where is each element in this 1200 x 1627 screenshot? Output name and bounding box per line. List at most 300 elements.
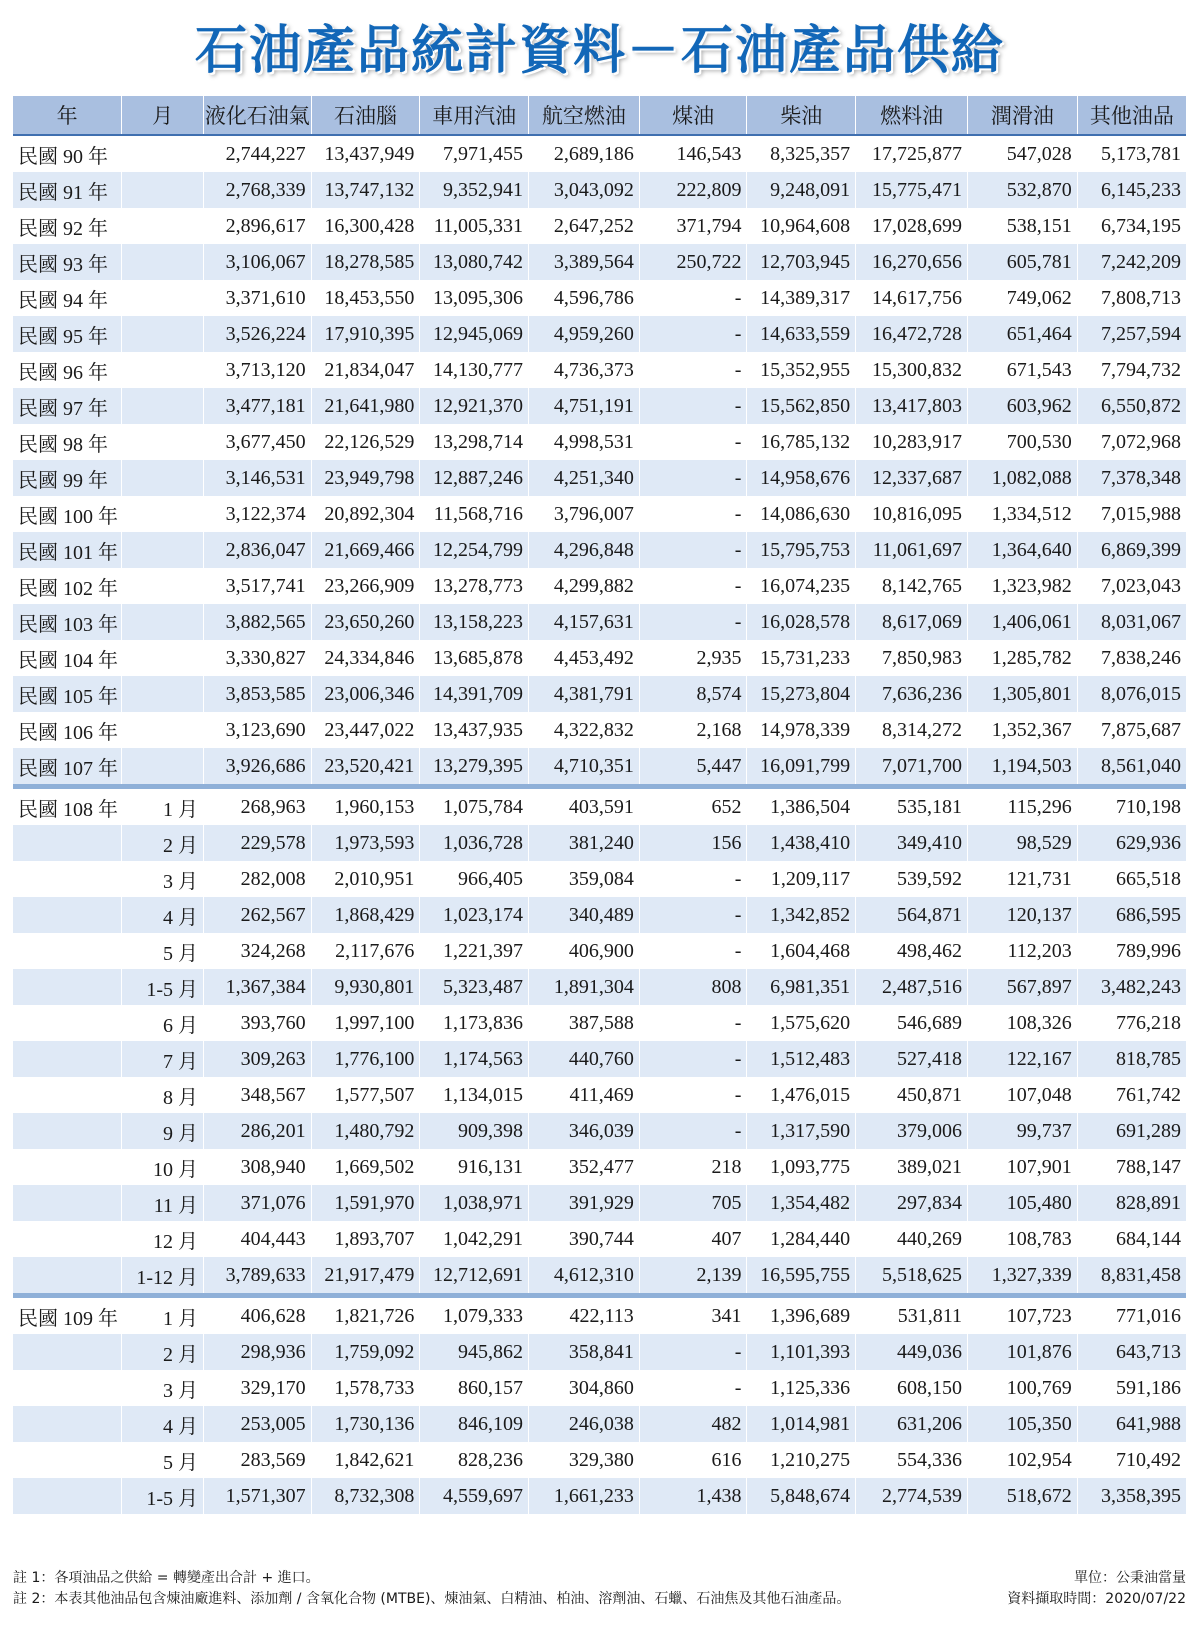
year-cell: [13, 933, 122, 969]
value-cell: 1,577,507: [311, 1077, 420, 1113]
value-cell: 1,042,291: [420, 1221, 529, 1257]
month-cell: 3 月: [122, 1370, 204, 1406]
page-title: [0, 8, 1200, 82]
value-cell: 4,299,882: [529, 568, 640, 604]
value-cell: 554,336: [856, 1442, 968, 1478]
value-cell: 15,795,753: [747, 532, 856, 568]
value-cell: 11,568,716: [420, 496, 529, 532]
value-cell: 1,284,440: [747, 1221, 856, 1257]
value-cell: 15,775,471: [856, 172, 968, 208]
value-cell: 107,723: [967, 1298, 1077, 1334]
value-cell: 2,935: [639, 640, 747, 676]
value-cell: 13,747,132: [311, 172, 420, 208]
year-cell: [13, 1370, 122, 1406]
value-cell: 4,381,791: [529, 676, 640, 712]
value-cell: 603,962: [967, 388, 1077, 424]
table-row: [13, 280, 1186, 316]
value-cell: 761,742: [1077, 1077, 1186, 1113]
value-cell: 591,186: [1077, 1370, 1186, 1406]
month-cell: [122, 388, 204, 424]
value-cell: 828,236: [420, 1442, 529, 1478]
value-cell: 8,732,308: [311, 1478, 420, 1514]
value-cell: 684,144: [1077, 1221, 1186, 1257]
value-cell: 3,526,224: [203, 316, 311, 352]
value-cell: 1,327,339: [967, 1257, 1077, 1293]
value-cell: 1,364,640: [967, 532, 1077, 568]
value-cell: 329,380: [529, 1442, 640, 1478]
month-cell: 6 月: [122, 1005, 204, 1041]
column-header: 車用汽油: [420, 96, 529, 135]
value-cell: 348,567: [203, 1077, 311, 1113]
year-cell: [13, 1005, 122, 1041]
value-cell: 1,406,061: [967, 604, 1077, 640]
value-cell: 16,091,799: [747, 748, 856, 784]
month-cell: [122, 280, 204, 316]
year-cell: 民國 90 年: [13, 135, 122, 172]
value-cell: 8,031,067: [1077, 604, 1186, 640]
value-cell: 393,760: [203, 1005, 311, 1041]
value-cell: 12,921,370: [420, 388, 529, 424]
year-cell: [13, 1113, 122, 1149]
value-cell: 250,722: [639, 244, 747, 280]
month-cell: 5 月: [122, 1442, 204, 1478]
table-row: [13, 1406, 1186, 1442]
year-cell: 民國 108 年: [13, 789, 122, 825]
value-cell: 23,520,421: [311, 748, 420, 784]
value-cell: 909,398: [420, 1113, 529, 1149]
value-cell: 403,591: [529, 789, 640, 825]
year-cell: [13, 1406, 122, 1442]
value-cell: 14,130,777: [420, 352, 529, 388]
value-cell: 8,831,458: [1077, 1257, 1186, 1293]
value-cell: 1,891,304: [529, 969, 640, 1005]
value-cell: 5,447: [639, 748, 747, 784]
value-cell: 1,578,733: [311, 1370, 420, 1406]
value-cell: 1,075,784: [420, 789, 529, 825]
year-cell: 民國 94 年: [13, 280, 122, 316]
value-cell: 4,736,373: [529, 352, 640, 388]
table-row: [13, 1257, 1186, 1293]
value-cell: 3,358,395: [1077, 1478, 1186, 1514]
table-body: [13, 135, 1186, 1514]
value-cell: 518,672: [967, 1478, 1077, 1514]
value-cell: 371,794: [639, 208, 747, 244]
value-cell: 2,774,539: [856, 1478, 968, 1514]
year-cell: [13, 861, 122, 897]
value-cell: 13,437,935: [420, 712, 529, 748]
year-cell: [13, 1334, 122, 1370]
value-cell: 4,322,832: [529, 712, 640, 748]
value-cell: 1,342,852: [747, 897, 856, 933]
month-cell: 2 月: [122, 825, 204, 861]
value-cell: 13,080,742: [420, 244, 529, 280]
value-cell: 16,472,728: [856, 316, 968, 352]
value-cell: 23,650,260: [311, 604, 420, 640]
value-cell: 12,254,799: [420, 532, 529, 568]
value-cell: 1,367,384: [203, 969, 311, 1005]
value-cell: 6,981,351: [747, 969, 856, 1005]
value-cell: -: [639, 460, 747, 496]
value-cell: 12,887,246: [420, 460, 529, 496]
value-cell: 282,008: [203, 861, 311, 897]
value-cell: 105,480: [967, 1185, 1077, 1221]
value-cell: 776,218: [1077, 1005, 1186, 1041]
value-cell: 818,785: [1077, 1041, 1186, 1077]
month-cell: [122, 135, 204, 172]
value-cell: 2,168: [639, 712, 747, 748]
value-cell: 539,592: [856, 861, 968, 897]
value-cell: 7,378,348: [1077, 460, 1186, 496]
value-cell: 17,910,395: [311, 316, 420, 352]
value-cell: 16,270,656: [856, 244, 968, 280]
table-row: [13, 460, 1186, 496]
value-cell: 2,744,227: [203, 135, 311, 172]
value-cell: 13,437,949: [311, 135, 420, 172]
value-cell: 789,996: [1077, 933, 1186, 969]
table-row: [13, 1370, 1186, 1406]
year-cell: [13, 1185, 122, 1221]
value-cell: 18,278,585: [311, 244, 420, 280]
value-cell: 22,126,529: [311, 424, 420, 460]
month-cell: [122, 676, 204, 712]
value-cell: 7,257,594: [1077, 316, 1186, 352]
value-cell: 651,464: [967, 316, 1077, 352]
value-cell: 389,021: [856, 1149, 968, 1185]
value-cell: 5,518,625: [856, 1257, 968, 1293]
value-cell: 18,453,550: [311, 280, 420, 316]
value-cell: -: [639, 1113, 747, 1149]
table-row: [13, 825, 1186, 861]
value-cell: 1,893,707: [311, 1221, 420, 1257]
month-cell: 12 月: [122, 1221, 204, 1257]
value-cell: -: [639, 568, 747, 604]
value-cell: 700,530: [967, 424, 1077, 460]
month-cell: [122, 712, 204, 748]
year-cell: 民國 93 年: [13, 244, 122, 280]
value-cell: -: [639, 532, 747, 568]
value-cell: 298,936: [203, 1334, 311, 1370]
month-cell: [122, 208, 204, 244]
value-cell: 2,487,516: [856, 969, 968, 1005]
table-row: [13, 897, 1186, 933]
year-cell: [13, 825, 122, 861]
table-row: [13, 604, 1186, 640]
year-cell: [13, 1221, 122, 1257]
value-cell: 10,964,608: [747, 208, 856, 244]
value-cell: 1,669,502: [311, 1149, 420, 1185]
value-cell: 100,769: [967, 1370, 1077, 1406]
year-cell: 民國 98 年: [13, 424, 122, 460]
value-cell: 108,326: [967, 1005, 1077, 1041]
value-cell: 546,689: [856, 1005, 968, 1041]
value-cell: 7,838,246: [1077, 640, 1186, 676]
value-cell: 3,371,610: [203, 280, 311, 316]
value-cell: 788,147: [1077, 1149, 1186, 1185]
value-cell: 665,518: [1077, 861, 1186, 897]
value-cell: 1,776,100: [311, 1041, 420, 1077]
value-cell: 440,760: [529, 1041, 640, 1077]
value-cell: 7,071,700: [856, 748, 968, 784]
value-cell: 531,811: [856, 1298, 968, 1334]
value-cell: 1,438,410: [747, 825, 856, 861]
value-cell: 1,285,782: [967, 640, 1077, 676]
table-row: [13, 135, 1186, 172]
month-cell: 3 月: [122, 861, 204, 897]
year-cell: [13, 1478, 122, 1514]
month-cell: 1-5 月: [122, 1478, 204, 1514]
value-cell: 3,926,686: [203, 748, 311, 784]
value-cell: 156: [639, 825, 747, 861]
value-cell: 6,550,872: [1077, 388, 1186, 424]
table-row: [13, 676, 1186, 712]
table-row: [13, 1221, 1186, 1257]
value-cell: 329,170: [203, 1370, 311, 1406]
value-cell: 1,174,563: [420, 1041, 529, 1077]
value-cell: 406,900: [529, 933, 640, 969]
value-cell: 17,028,699: [856, 208, 968, 244]
value-cell: 808: [639, 969, 747, 1005]
month-cell: 1 月: [122, 789, 204, 825]
value-cell: 846,109: [420, 1406, 529, 1442]
month-cell: [122, 352, 204, 388]
value-cell: 1,125,336: [747, 1370, 856, 1406]
value-cell: 567,897: [967, 969, 1077, 1005]
value-cell: -: [639, 1077, 747, 1113]
value-cell: 1,209,117: [747, 861, 856, 897]
year-cell: 民國 105 年: [13, 676, 122, 712]
table-row: [13, 568, 1186, 604]
month-cell: 10 月: [122, 1149, 204, 1185]
year-cell: 民國 100 年: [13, 496, 122, 532]
value-cell: 8,617,069: [856, 604, 968, 640]
value-cell: 4,998,531: [529, 424, 640, 460]
value-cell: 7,072,968: [1077, 424, 1186, 460]
value-cell: 629,936: [1077, 825, 1186, 861]
month-cell: [122, 640, 204, 676]
value-cell: 2,768,339: [203, 172, 311, 208]
value-cell: 608,150: [856, 1370, 968, 1406]
table-row: [13, 640, 1186, 676]
table-row: [13, 712, 1186, 748]
value-cell: 3,106,067: [203, 244, 311, 280]
value-cell: 3,123,690: [203, 712, 311, 748]
value-cell: 359,084: [529, 861, 640, 897]
table-row: [13, 388, 1186, 424]
value-cell: 6,734,195: [1077, 208, 1186, 244]
value-cell: 304,860: [529, 1370, 640, 1406]
value-cell: -: [639, 1005, 747, 1041]
value-cell: 4,596,786: [529, 280, 640, 316]
value-cell: 13,278,773: [420, 568, 529, 604]
value-cell: 108,783: [967, 1221, 1077, 1257]
value-cell: 3,853,585: [203, 676, 311, 712]
value-cell: 7,875,687: [1077, 712, 1186, 748]
value-cell: 4,157,631: [529, 604, 640, 640]
value-cell: 1,960,153: [311, 789, 420, 825]
value-cell: 8,314,272: [856, 712, 968, 748]
month-cell: 4 月: [122, 1406, 204, 1442]
value-cell: 268,963: [203, 789, 311, 825]
table-row: [13, 172, 1186, 208]
value-cell: 2,117,676: [311, 933, 420, 969]
year-cell: 民國 104 年: [13, 640, 122, 676]
value-cell: 21,917,479: [311, 1257, 420, 1293]
table-row: [13, 496, 1186, 532]
year-cell: [13, 897, 122, 933]
table-row: [13, 1334, 1186, 1370]
value-cell: 341: [639, 1298, 747, 1334]
value-cell: 710,198: [1077, 789, 1186, 825]
value-cell: 101,876: [967, 1334, 1077, 1370]
table-row: [13, 1298, 1186, 1334]
value-cell: 102,954: [967, 1442, 1077, 1478]
value-cell: 112,203: [967, 933, 1077, 969]
value-cell: 1,194,503: [967, 748, 1077, 784]
table-row: [13, 1478, 1186, 1514]
table-header-row: [13, 96, 1186, 135]
year-cell: 民國 109 年: [13, 1298, 122, 1334]
value-cell: 1,604,468: [747, 933, 856, 969]
value-cell: 1,134,015: [420, 1077, 529, 1113]
value-cell: -: [639, 861, 747, 897]
value-cell: 1,354,482: [747, 1185, 856, 1221]
value-cell: 3,677,450: [203, 424, 311, 460]
value-cell: 1,305,801: [967, 676, 1077, 712]
value-cell: 535,181: [856, 789, 968, 825]
value-cell: 8,076,015: [1077, 676, 1186, 712]
value-cell: 13,095,306: [420, 280, 529, 316]
month-cell: 5 月: [122, 933, 204, 969]
value-cell: 99,737: [967, 1113, 1077, 1149]
value-cell: 691,289: [1077, 1113, 1186, 1149]
value-cell: 4,751,191: [529, 388, 640, 424]
table-row: [13, 208, 1186, 244]
column-header: 潤滑油: [967, 96, 1077, 135]
value-cell: 2,836,047: [203, 532, 311, 568]
value-cell: 13,298,714: [420, 424, 529, 460]
value-cell: 1,386,504: [747, 789, 856, 825]
value-cell: 14,391,709: [420, 676, 529, 712]
value-cell: 15,300,832: [856, 352, 968, 388]
value-cell: 4,612,310: [529, 1257, 640, 1293]
value-cell: 1,036,728: [420, 825, 529, 861]
value-cell: 146,543: [639, 135, 747, 172]
value-cell: 9,248,091: [747, 172, 856, 208]
value-cell: 218: [639, 1149, 747, 1185]
value-cell: 10,816,095: [856, 496, 968, 532]
value-cell: 23,447,022: [311, 712, 420, 748]
value-cell: 1,730,136: [311, 1406, 420, 1442]
footnote-2: 註 2：本表其他油品包含煉油廠進料、添加劑 / 含氧化合物 (MTBE)、煉油氣、白精油、柏油、溶劑油、石蠟、石油焦及其他石油產品。: [13, 1591, 851, 1607]
value-cell: 7,242,209: [1077, 244, 1186, 280]
value-cell: 324,268: [203, 933, 311, 969]
value-cell: 16,028,578: [747, 604, 856, 640]
value-cell: 107,901: [967, 1149, 1077, 1185]
value-cell: 1,571,307: [203, 1478, 311, 1514]
table-row: [13, 1113, 1186, 1149]
value-cell: 1,101,393: [747, 1334, 856, 1370]
value-cell: 3,789,633: [203, 1257, 311, 1293]
value-cell: 15,352,955: [747, 352, 856, 388]
value-cell: -: [639, 388, 747, 424]
value-cell: 1,014,981: [747, 1406, 856, 1442]
value-cell: 5,173,781: [1077, 135, 1186, 172]
value-cell: 860,157: [420, 1370, 529, 1406]
value-cell: 21,669,466: [311, 532, 420, 568]
value-cell: 1,210,275: [747, 1442, 856, 1478]
value-cell: 21,834,047: [311, 352, 420, 388]
year-cell: 民國 96 年: [13, 352, 122, 388]
column-header: 石油腦: [311, 96, 420, 135]
value-cell: 253,005: [203, 1406, 311, 1442]
value-cell: 24,334,846: [311, 640, 420, 676]
value-cell: 1,173,836: [420, 1005, 529, 1041]
value-cell: 12,712,691: [420, 1257, 529, 1293]
month-cell: 7 月: [122, 1041, 204, 1077]
month-cell: 1-12 月: [122, 1257, 204, 1293]
value-cell: 15,273,804: [747, 676, 856, 712]
month-cell: 1 月: [122, 1298, 204, 1334]
value-cell: -: [639, 1334, 747, 1370]
value-cell: 7,850,983: [856, 640, 968, 676]
value-cell: 1,438: [639, 1478, 747, 1514]
value-cell: 2,139: [639, 1257, 747, 1293]
table-row: [13, 532, 1186, 568]
column-header: 燃料油: [856, 96, 968, 135]
value-cell: 1,821,726: [311, 1298, 420, 1334]
value-cell: 1,480,792: [311, 1113, 420, 1149]
value-cell: -: [639, 933, 747, 969]
value-cell: 297,834: [856, 1185, 968, 1221]
retrieval-date: 資料擷取時間：2020/07/22: [1007, 1591, 1186, 1607]
value-cell: 4,296,848: [529, 532, 640, 568]
value-cell: 404,443: [203, 1221, 311, 1257]
value-cell: 3,330,827: [203, 640, 311, 676]
month-cell: 11 月: [122, 1185, 204, 1221]
year-cell: 民國 103 年: [13, 604, 122, 640]
year-cell: 民國 95 年: [13, 316, 122, 352]
value-cell: 2,647,252: [529, 208, 640, 244]
month-cell: [122, 172, 204, 208]
value-cell: 6,145,233: [1077, 172, 1186, 208]
table-row: [13, 861, 1186, 897]
value-cell: 8,325,357: [747, 135, 856, 172]
year-cell: 民國 99 年: [13, 460, 122, 496]
value-cell: 440,269: [856, 1221, 968, 1257]
value-cell: 20,892,304: [311, 496, 420, 532]
value-cell: 916,131: [420, 1149, 529, 1185]
value-cell: 12,703,945: [747, 244, 856, 280]
value-cell: 3,146,531: [203, 460, 311, 496]
value-cell: 381,240: [529, 825, 640, 861]
year-cell: [13, 1041, 122, 1077]
value-cell: 449,036: [856, 1334, 968, 1370]
value-cell: 4,559,697: [420, 1478, 529, 1514]
year-cell: 民國 91 年: [13, 172, 122, 208]
value-cell: 1,575,620: [747, 1005, 856, 1041]
month-cell: 8 月: [122, 1077, 204, 1113]
value-cell: -: [639, 280, 747, 316]
value-cell: 498,462: [856, 933, 968, 969]
table-row: [13, 1077, 1186, 1113]
value-cell: 3,517,741: [203, 568, 311, 604]
value-cell: 564,871: [856, 897, 968, 933]
month-cell: [122, 532, 204, 568]
year-cell: 民國 102 年: [13, 568, 122, 604]
value-cell: 309,263: [203, 1041, 311, 1077]
value-cell: 14,086,630: [747, 496, 856, 532]
value-cell: 2,010,951: [311, 861, 420, 897]
